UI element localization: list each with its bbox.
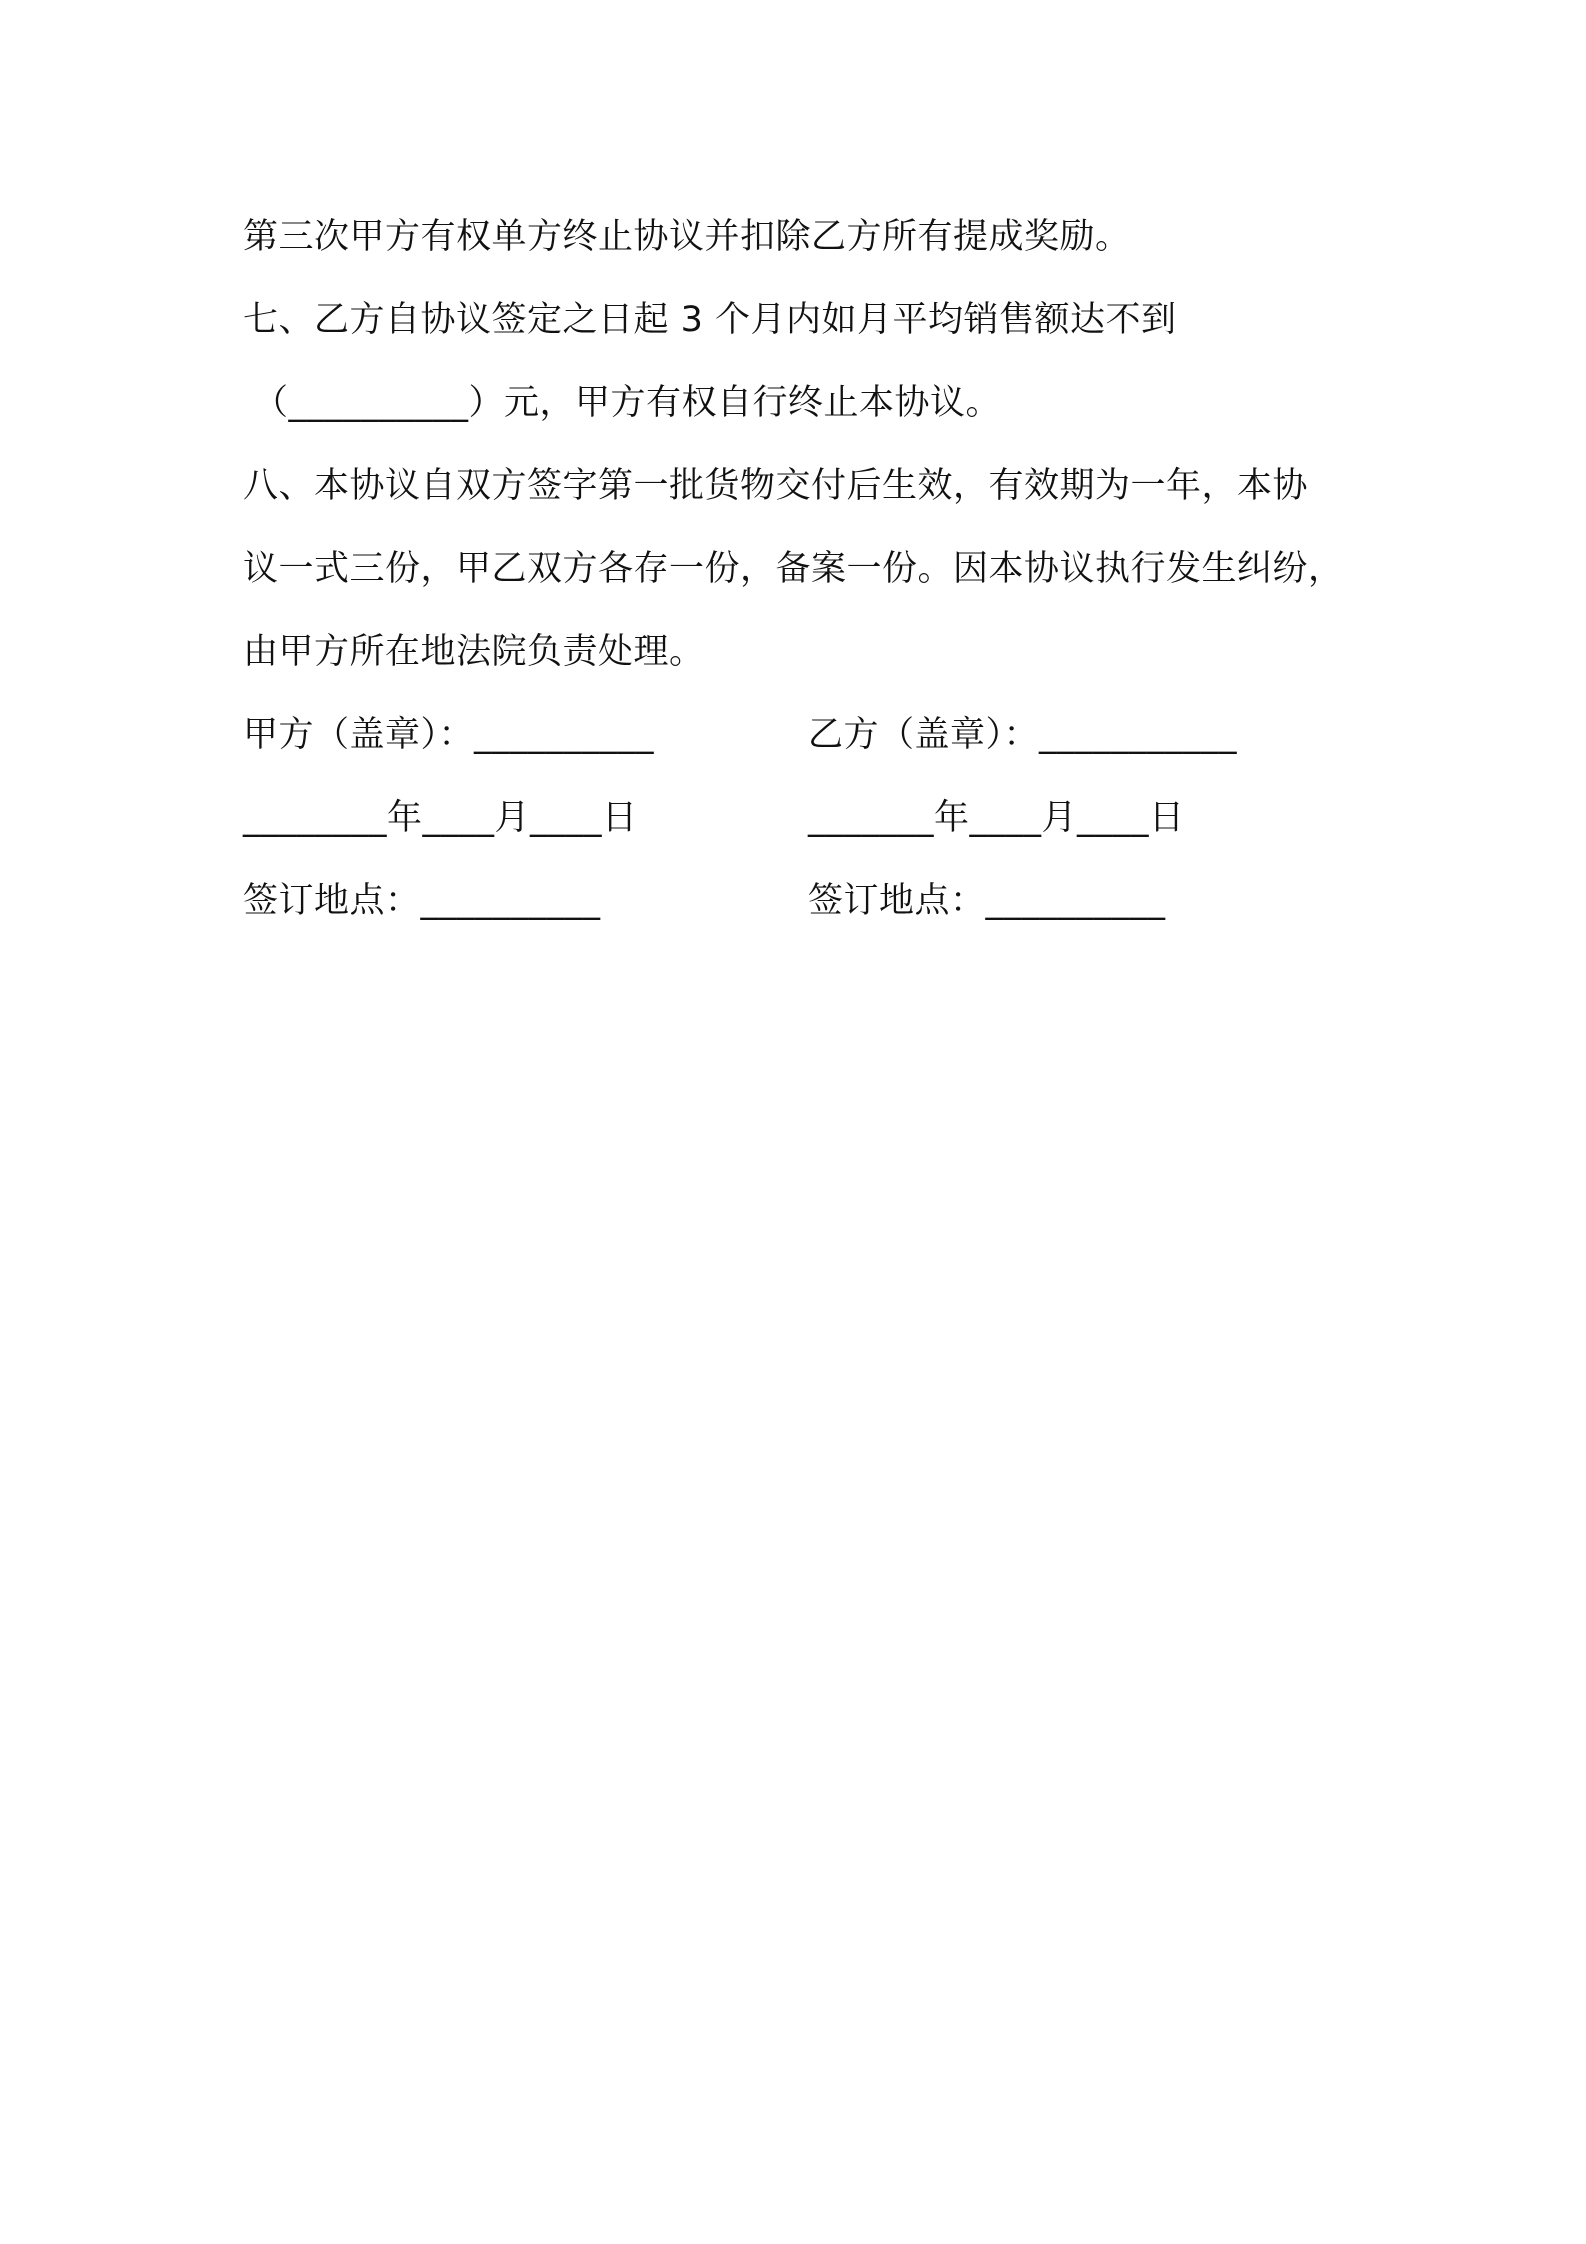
signature-seal-row (243, 694, 1363, 777)
signature-place-row (243, 860, 1363, 943)
party-a-date-field: ________年____月____日 (243, 798, 638, 838)
clause-8-line-2: 议一式三份，甲乙双方各存一份，备案一份。因本协议执行发生纠纷， (243, 549, 1344, 589)
clause-6-continuation: 第三次甲方有权单方终止协议并扣除乙方所有提成奖励。 (243, 217, 1131, 257)
document-body (243, 196, 1363, 943)
party-b-place-field: 签订地点：__________ (808, 881, 1166, 921)
party-b-seal-field: 乙方（盖章）：___________ (808, 715, 1238, 755)
clause-7-line-1: 七、乙方自协议签定之日起 3 个月内如月平均销售额达不到 (243, 300, 1177, 340)
signature-date-row (243, 777, 1363, 860)
clause-7-line-2: （__________）元，甲方有权自行终止本协议。 (253, 383, 1002, 423)
clause-8-line-1: 八、本协议自双方签字第一批货物交付后生效，有效期为一年，本协 (243, 466, 1309, 506)
party-a-seal-field: 甲方（盖章）：__________ (243, 715, 655, 755)
party-b-date-field: _______年____月____日 (808, 798, 1185, 838)
clause-8-line-3: 由甲方所在地法院负责处理。 (243, 632, 705, 672)
party-a-place-field: 签订地点：__________ (243, 881, 601, 921)
